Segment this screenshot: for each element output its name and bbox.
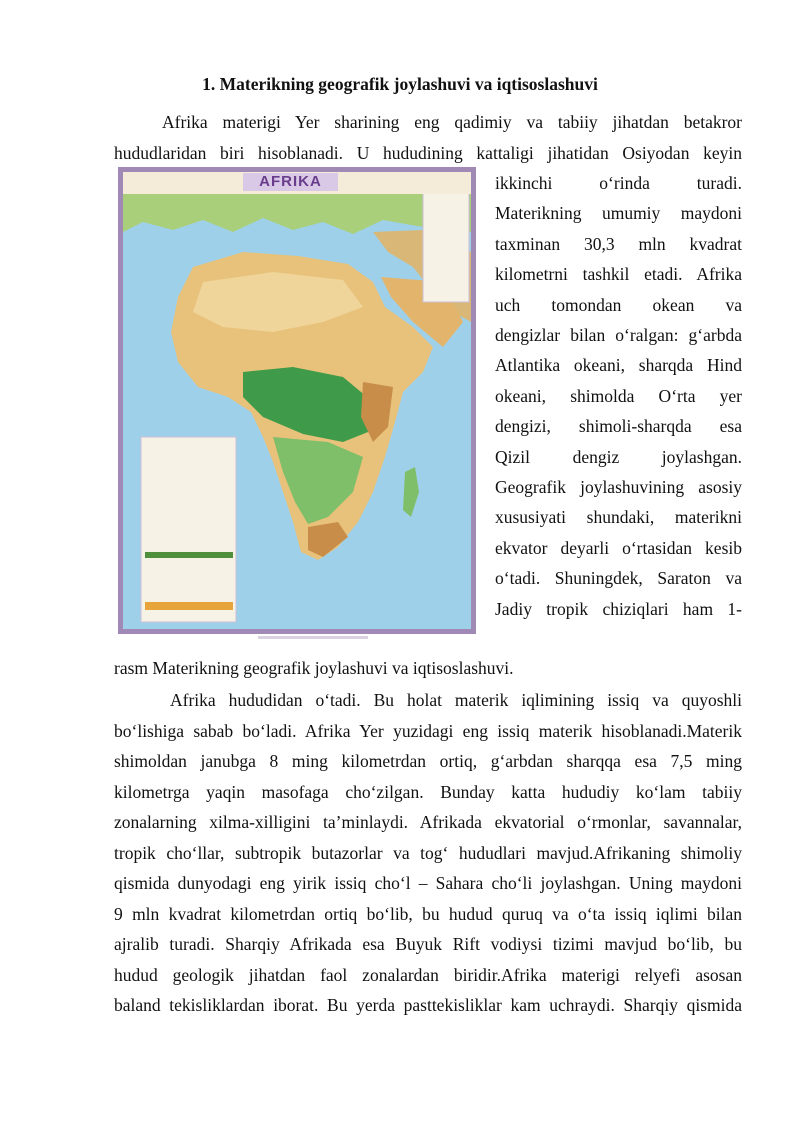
text-line: Qizil dengiz joylashgan.	[495, 446, 742, 467]
text-line: dengizlar bilan o‘ralgan: g‘arbda	[495, 325, 742, 346]
text-line: o‘tadi. Shuningdek, Saraton va	[495, 568, 742, 589]
text-line: Atlantika okeani, sharqda Hind	[495, 355, 742, 376]
map-credit-line	[258, 636, 368, 639]
text-line: hududlaridan biri hisoblanadi. U hududining kattaligi jihatidan Osiyodan keyin	[114, 142, 742, 163]
text-line: shimoldan janubga 8 ming kilometrdan ortiq, g‘arbdan sharqqa esa 7,5 ming	[114, 751, 742, 771]
africa-map-figure	[118, 167, 476, 634]
body-paragraph	[114, 685, 742, 1021]
text-line: ekvator deyarli o‘rtasidan kesib	[495, 537, 742, 558]
side-paragraph	[495, 168, 742, 624]
africa-map-graphic	[123, 172, 471, 629]
text-line: Afrika materigi Yer sharining eng qadimiy va tabiiy jihatdan betakror	[162, 112, 742, 132]
text-line: qismida dunyodagi eng yirik issiq cho‘l – Sahara cho‘li joylashgan. Uning maydoni	[114, 873, 742, 893]
section-heading: 1. Materikning geografik joylashuvi va iqtisoslashuvi	[202, 74, 598, 94]
text-line: ikkinchi o‘rinda turadi.	[495, 173, 742, 193]
text-line: Materikning umumiy maydoni	[495, 203, 742, 224]
text-line: taxminan 30,3 mln kvadrat	[495, 233, 742, 254]
intro-paragraph	[114, 107, 742, 168]
text-line: Jadiy tropik chiziqlari ham 1-	[495, 598, 742, 619]
map-title: AFRIKA	[243, 173, 338, 191]
text-line: uch tomondan okean va	[495, 294, 742, 315]
caption-line: rasm Materikning geografik joylashuvi va iqtisoslashuvi.	[114, 658, 514, 678]
text-line: dengizi, shimoli-sharqda esa	[495, 416, 742, 437]
text-line: bo‘lishiga sabab bo‘ladi. Afrika Yer yuzidagi eng issiq materik hisoblanadi.Materik	[114, 720, 742, 741]
figure-caption	[114, 653, 742, 684]
text-line: ajralib turadi. Sharqiy Afrikada esa Buyuk Rift vodiysi tizimi mavjud bo‘lib, bu	[114, 934, 742, 954]
text-line: kilometrga yaqin masofaga cho‘zilgan. Bunday katta hududiy ko‘lam tabiiy	[114, 781, 742, 802]
text-line: okeani, shimolda O‘rta yer	[495, 385, 742, 406]
text-line: Geografik joylashuvining asosiy	[495, 477, 742, 498]
text-line: kilometrni tashkil etadi. Afrika	[495, 264, 742, 285]
text-line: Afrika hududidan o‘tadi. Bu holat materik iqlimining issiq va quyoshli	[170, 690, 742, 710]
text-line: tropik cho‘llar, subtropik butazorlar va tog‘ hududlari mavjud.Afrikaning shimoliy	[114, 842, 742, 863]
text-line: xususiyati shundaki, materikni	[495, 507, 742, 528]
text-line: 9 mln kvadrat kilometrdan ortiq bo‘lib, bu hudud quruq va o‘ta issiq iqlimi bilan	[114, 903, 742, 924]
text-line: baland tekisliklardan iborat. Bu yerda pasttekisliklar kam uchraydi. Sharqiy qismida	[114, 995, 742, 1015]
text-line: zonalarning xilma-xilligini ta’minlaydi. Afrikada ekvatorial o‘rmonlar, savannalar,	[114, 812, 742, 832]
text-line: hudud geologik jihatdan faol zonalardan biridir.Afrika materigi relyefi asosan	[114, 964, 742, 985]
